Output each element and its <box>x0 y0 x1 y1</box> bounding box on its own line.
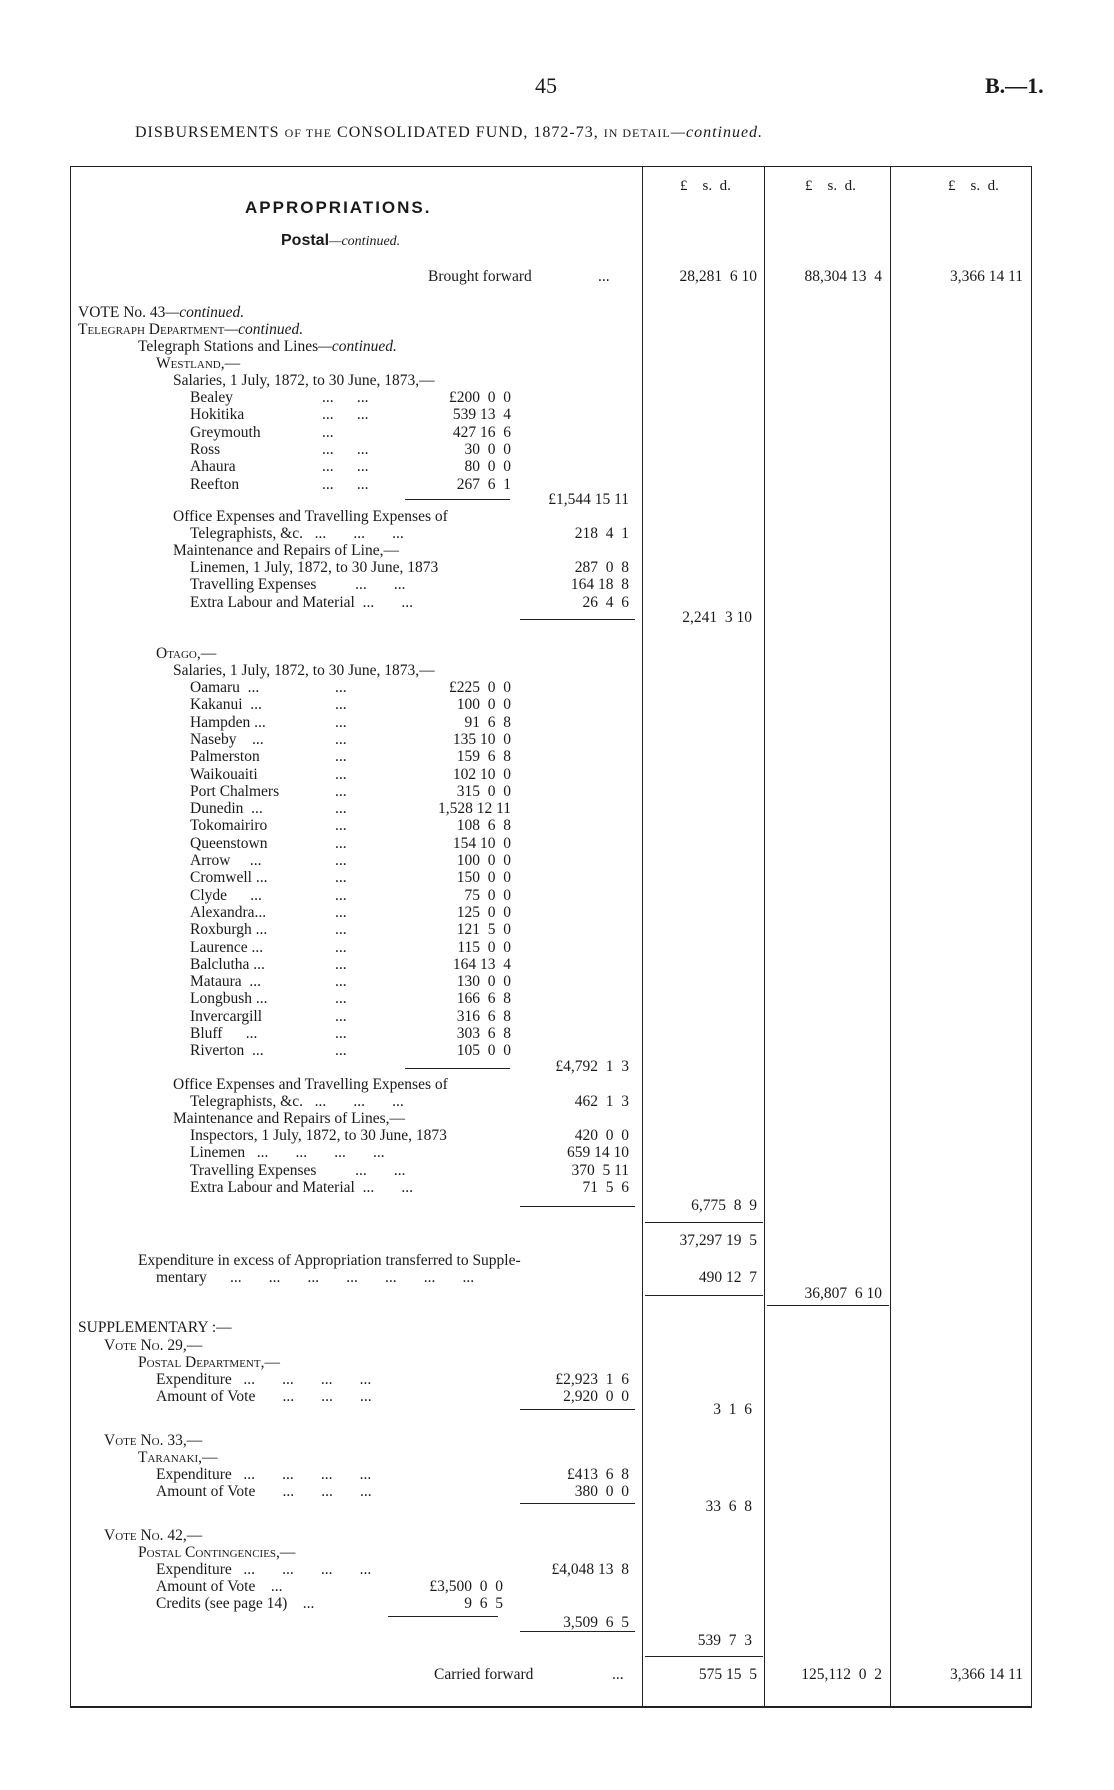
column-divider-2 <box>764 166 765 1708</box>
vote-33-exp-amount: £413 6 8 <box>567 1466 629 1483</box>
carried-forward-col1: 575 15 5 <box>698 1666 757 1683</box>
otago-salary-dots: ... <box>335 730 347 748</box>
telegraph-dept-label: Telegraph Department <box>78 321 225 338</box>
otago-heading: Otago,— <box>156 645 217 662</box>
column-divider-3 <box>890 166 891 1708</box>
otago-salary-amount: 100 0 0 <box>456 696 511 714</box>
telegraph-stations-label: Telegraph Stations and Lines <box>138 338 319 355</box>
otago-salary-amount: 100 0 0 <box>456 852 511 869</box>
westland-salary-amount: 80 0 0 <box>464 458 511 476</box>
otago-salary-amount: 108 6 8 <box>456 817 511 835</box>
otago-salary-amount: 303 6 8 <box>456 1025 511 1042</box>
otago-salary-dots: ... <box>335 903 347 921</box>
otago-salary-name: Bluff ... <box>190 1025 258 1042</box>
vote-43-label: VOTE No. 43 <box>78 304 166 321</box>
vote-42-rule <box>520 1631 635 1632</box>
vote-43-heading <box>78 304 244 322</box>
westland-salary-name: Bealey <box>190 389 234 406</box>
otago-maint-amount: 370 5 11 <box>571 1161 629 1179</box>
title-of-the: OF THE <box>284 126 333 140</box>
westland-office-label2: Telegraphists, &c. ... ... ... <box>190 525 404 542</box>
otago-maint-label: Travelling Expenses ... ... <box>190 1161 406 1179</box>
title-continued: —continued. <box>670 124 764 141</box>
westland-salary-subtotal: £1,544 15 11 <box>548 491 629 508</box>
otago-office-amount: 462 1 3 <box>574 1093 629 1110</box>
vote-42-amount-label: Amount of Vote ... <box>156 1578 283 1595</box>
otago-salary-dots: ... <box>335 1007 347 1025</box>
otago-salary-amount: 102 10 0 <box>452 765 511 783</box>
subtotal-after-otago: 37,297 19 5 <box>679 1232 757 1249</box>
otago-salary-dots: ... <box>335 782 347 800</box>
otago-salary-amount: 150 0 0 <box>456 869 511 887</box>
otago-salary-dots: ... <box>335 955 347 973</box>
vote-42-net: 3,509 6 5 <box>563 1614 629 1631</box>
postal-heading <box>281 232 400 250</box>
vote-33-exp-label: Expenditure ... ... ... ... <box>156 1466 372 1483</box>
vote-33-diff: 33 6 8 <box>705 1498 752 1515</box>
table-right-border <box>1031 166 1032 1708</box>
westland-salary-amount: 539 13 4 <box>452 406 511 424</box>
otago-maint-amount: 659 14 10 <box>567 1144 629 1162</box>
otago-salary-dots: ... <box>335 748 347 766</box>
appropriations-heading: APPROPRIATIONS. <box>245 198 432 217</box>
carried-forward-col2: 125,112 0 2 <box>801 1666 882 1683</box>
otago-salary-amount: 125 0 0 <box>456 903 511 921</box>
excess-label-1: Expenditure in excess of Appropriation transferred to Supple- <box>138 1252 521 1269</box>
vote-29-exp-amount: £2,923 1 6 <box>555 1371 629 1388</box>
column-divider-1 <box>642 166 643 1708</box>
otago-office-label: Office Expenses and Travelling Expenses of <box>173 1076 448 1093</box>
carried-forward-col3: 3,366 14 11 <box>949 1666 1023 1683</box>
otago-salary-dots: ... <box>335 869 347 887</box>
otago-total: 6,775 8 9 <box>691 1197 757 1214</box>
otago-maint-label: Inspectors, 1 July, 1872, to 30 June, 1873 <box>190 1127 447 1144</box>
table-bottom-border <box>70 1706 1032 1708</box>
otago-salary-dots: ... <box>335 852 347 869</box>
otago-salary-amount: 1,528 12 11 <box>437 800 511 818</box>
otago-salary-name: Hampden ... <box>190 713 266 731</box>
otago-salary-amount: 164 13 4 <box>452 955 511 973</box>
otago-salary-name: Waikouaiti <box>190 765 258 783</box>
otago-salary-name: Naseby ... <box>190 730 264 748</box>
otago-salary-dots: ... <box>335 938 347 956</box>
vote-29-dept: Postal Department,— <box>138 1354 280 1371</box>
otago-salary-name: Arrow ... <box>190 852 262 869</box>
westland-salary-amount: £200 0 0 <box>449 389 511 406</box>
carried-forward-label: Carried forward <box>434 1666 534 1683</box>
otago-salary-dots: ... <box>335 696 347 714</box>
postal-cont: —continued. <box>329 234 401 249</box>
otago-salary-name: Mataura ... <box>190 973 262 991</box>
title-in-detail: IN DETAIL <box>603 126 671 140</box>
excess-label-2: mentary ... ... ... ... ... ... ... <box>156 1269 475 1286</box>
vote-33-amount: 380 0 0 <box>574 1483 629 1500</box>
vote-42-credit-rule <box>388 1616 498 1617</box>
vote-42-dept: Postal Contingencies,— <box>138 1544 296 1561</box>
otago-salary-dots: ... <box>335 886 347 904</box>
otago-salary-name: Balclutha ... <box>190 955 265 973</box>
otago-salary-dots: ... <box>335 973 347 991</box>
carried-forward-dots: ... <box>612 1666 624 1683</box>
vote-33-heading: Vote No. 33,— <box>104 1432 203 1449</box>
westland-salary-amount: 30 0 0 <box>464 440 511 458</box>
brought-forward-col2: 88,304 13 4 <box>804 268 882 285</box>
brought-forward-label: Brought forward <box>428 268 532 285</box>
otago-salary-amount: £225 0 0 <box>449 679 511 696</box>
vote-43-cont: —continued. <box>165 304 245 321</box>
otago-salary-name: Palmerston <box>190 748 260 766</box>
otago-salary-amount: 166 6 8 <box>456 990 511 1008</box>
excess-col2-total: 36,807 6 10 <box>804 1285 882 1302</box>
westland-salary-dots: ... <box>322 423 334 441</box>
westland-maint-label: Extra Labour and Material ... ... <box>190 593 413 611</box>
title-main: DISBURSEMENTS <box>135 124 280 141</box>
vote-42-diff: 539 7 3 <box>697 1632 752 1649</box>
col1-rule-3 <box>645 1656 763 1657</box>
telegraph-dept-heading <box>78 321 303 339</box>
vote-42-heading: Vote No. 42,— <box>104 1527 203 1544</box>
otago-salary-amount: 115 0 0 <box>457 938 511 956</box>
otago-salary-name: Alexandra... <box>190 903 267 921</box>
westland-salary-dots: ... ... <box>322 406 369 424</box>
supplementary-heading: SUPPLEMENTARY :— <box>78 1319 232 1336</box>
westland-salary-dots: ... ... <box>322 458 369 476</box>
telegraph-stations-cont: —continued. <box>318 338 397 355</box>
otago-salary-amount: 91 6 8 <box>464 713 511 731</box>
otago-salary-dots: ... <box>335 800 347 818</box>
otago-salary-amount: 105 0 0 <box>456 1042 511 1060</box>
vote-29-amount: 2,920 0 0 <box>563 1388 629 1405</box>
otago-salary-name: Cromwell ... <box>190 869 268 887</box>
col2-rule <box>767 1305 889 1306</box>
brought-forward-dots: ... <box>598 268 610 285</box>
vote-42-credits: 9 6 5 <box>464 1595 503 1612</box>
otago-salary-name: Longbush ... <box>190 990 268 1008</box>
otago-salary-dots: ... <box>335 1025 347 1042</box>
vote-29-exp-label: Expenditure ... ... ... ... <box>156 1371 372 1388</box>
otago-salary-dots: ... <box>335 765 347 783</box>
otago-salary-name: Dunedin ... <box>190 800 263 818</box>
excess-amount: 490 12 7 <box>698 1269 757 1286</box>
vote-29-heading: Vote No. 29,— <box>104 1337 203 1354</box>
otago-salaries-heading: Salaries, 1 July, 1872, to 30 June, 1873,— <box>173 662 435 679</box>
otago-salary-name: Port Chalmers <box>190 782 280 800</box>
otago-salary-name: Queenstown <box>190 834 268 852</box>
vote-42-credits-label: Credits (see page 14) ... <box>156 1595 315 1612</box>
westland-maint-label: Linemen, 1 July, 1872, to 30 June, 1873 <box>190 559 439 576</box>
westland-salary-dots: ... ... <box>322 475 369 493</box>
westland-salary-name: Hokitika <box>190 406 245 424</box>
otago-salary-amount: 135 10 0 <box>452 730 511 748</box>
westland-salary-name: Ahaura <box>190 458 236 476</box>
otago-salary-name: Laurence ... <box>190 938 264 956</box>
brought-forward-col3: 3,366 14 11 <box>949 268 1023 285</box>
otago-office-label2: Telegraphists, &c. ... ... ... <box>190 1093 404 1110</box>
table-left-border <box>70 166 71 1708</box>
otago-salary-dots: ... <box>335 713 347 731</box>
westland-maint-label: Travelling Expenses ... ... <box>190 576 406 594</box>
otago-salary-name: Invercargill <box>190 1007 263 1025</box>
westland-heading: Westland,— <box>156 355 241 372</box>
otago-salary-name: Riverton ... <box>190 1042 264 1060</box>
telegraph-dept-cont: —continued. <box>224 321 304 338</box>
page-title <box>135 124 763 142</box>
col1-rule-1 <box>645 1222 763 1223</box>
col-header-2: £ s. d. <box>805 178 856 194</box>
westland-salary-rule <box>405 499 510 500</box>
westland-office-label: Office Expenses and Travelling Expenses of <box>173 508 448 525</box>
vote-29-amount-label: Amount of Vote ... ... ... <box>156 1388 372 1405</box>
otago-salary-amount: 159 6 8 <box>456 748 511 766</box>
otago-salary-name: Oamaru ... <box>190 679 260 696</box>
otago-salary-amount: 121 5 0 <box>456 921 511 939</box>
otago-salary-dots: ... <box>335 679 347 696</box>
otago-salary-subtotal: £4,792 1 3 <box>555 1058 629 1075</box>
westland-salary-amount: 267 6 1 <box>456 475 511 493</box>
vote-29-diff: 3 1 6 <box>713 1401 752 1418</box>
telegraph-stations-heading <box>138 338 397 356</box>
vote-33-amount-label: Amount of Vote ... ... ... <box>156 1483 372 1500</box>
title-fund: CONSOLIDATED FUND, 1872-73, <box>337 124 599 141</box>
otago-salary-amount: 316 6 8 <box>456 1007 511 1025</box>
otago-salary-dots: ... <box>335 817 347 835</box>
westland-salary-name: Reefton <box>190 475 240 493</box>
page-number: 45 <box>535 73 557 98</box>
westland-salary-dots: ... ... <box>322 440 369 458</box>
otago-salary-name: Kakanui ... <box>190 696 262 714</box>
vote-33-rule <box>520 1503 635 1504</box>
vote-33-dept: Taranaki,— <box>138 1449 218 1466</box>
otago-salary-amount: 315 0 0 <box>456 782 511 800</box>
otago-salary-dots: ... <box>335 990 347 1008</box>
otago-salary-dots: ... <box>335 921 347 939</box>
otago-salary-amount: 130 0 0 <box>456 973 511 991</box>
vote-29-rule <box>520 1409 635 1410</box>
westland-salary-amount: 427 16 6 <box>452 423 511 441</box>
postal-label: Postal <box>281 232 330 249</box>
otago-maint-label: Extra Labour and Material ... ... <box>190 1178 413 1196</box>
vote-42-amount: £3,500 0 0 <box>429 1578 503 1595</box>
brought-forward-col1: 28,281 6 10 <box>679 268 757 285</box>
westland-salary-name: Ross <box>190 440 221 458</box>
otago-salary-name: Roxburgh ... <box>190 921 268 939</box>
otago-maint-label: Linemen ... ... ... ... <box>190 1144 385 1162</box>
page-reference: B.—1. <box>985 73 1044 98</box>
westland-salary-name: Greymouth <box>190 423 261 441</box>
otago-maint-heading: Maintenance and Repairs of Lines,— <box>173 1110 405 1127</box>
otago-salary-amount: 75 0 0 <box>464 886 511 904</box>
vote-42-exp-label: Expenditure ... ... ... ... <box>156 1561 372 1578</box>
otago-salary-dots: ... <box>335 834 347 852</box>
westland-salary-dots: ... ... <box>322 389 369 406</box>
westland-salaries-heading: Salaries, 1 July, 1872, to 30 June, 1873,— <box>173 372 435 389</box>
otago-salary-amount: 154 10 0 <box>452 834 511 852</box>
otago-maint-rule <box>520 1206 635 1207</box>
col-header-1: £ s. d. <box>680 178 731 194</box>
otago-salary-name: Tokomairiro <box>190 817 268 835</box>
westland-maint-amount: 164 18 8 <box>570 576 629 594</box>
table-top-border <box>70 166 1032 167</box>
westland-maint-heading: Maintenance and Repairs of Line,— <box>173 542 399 559</box>
otago-maint-amount: 420 0 0 <box>574 1127 629 1144</box>
col1-rule-2 <box>645 1295 763 1296</box>
westland-maint-rule <box>520 619 635 620</box>
otago-salary-dots: ... <box>335 1042 347 1060</box>
westland-maint-amount: 26 4 6 <box>582 593 629 611</box>
westland-maint-amount: 287 0 8 <box>574 559 629 576</box>
westland-total: 2,241 3 10 <box>682 609 752 626</box>
otago-maint-amount: 71 5 6 <box>582 1178 629 1196</box>
col-header-3: £ s. d. <box>948 178 999 194</box>
otago-salary-rule <box>405 1068 510 1069</box>
vote-42-exp-amount: £4,048 13 8 <box>551 1561 629 1578</box>
westland-office-amount: 218 4 1 <box>574 525 629 542</box>
otago-salary-name: Clyde ... <box>190 886 262 904</box>
